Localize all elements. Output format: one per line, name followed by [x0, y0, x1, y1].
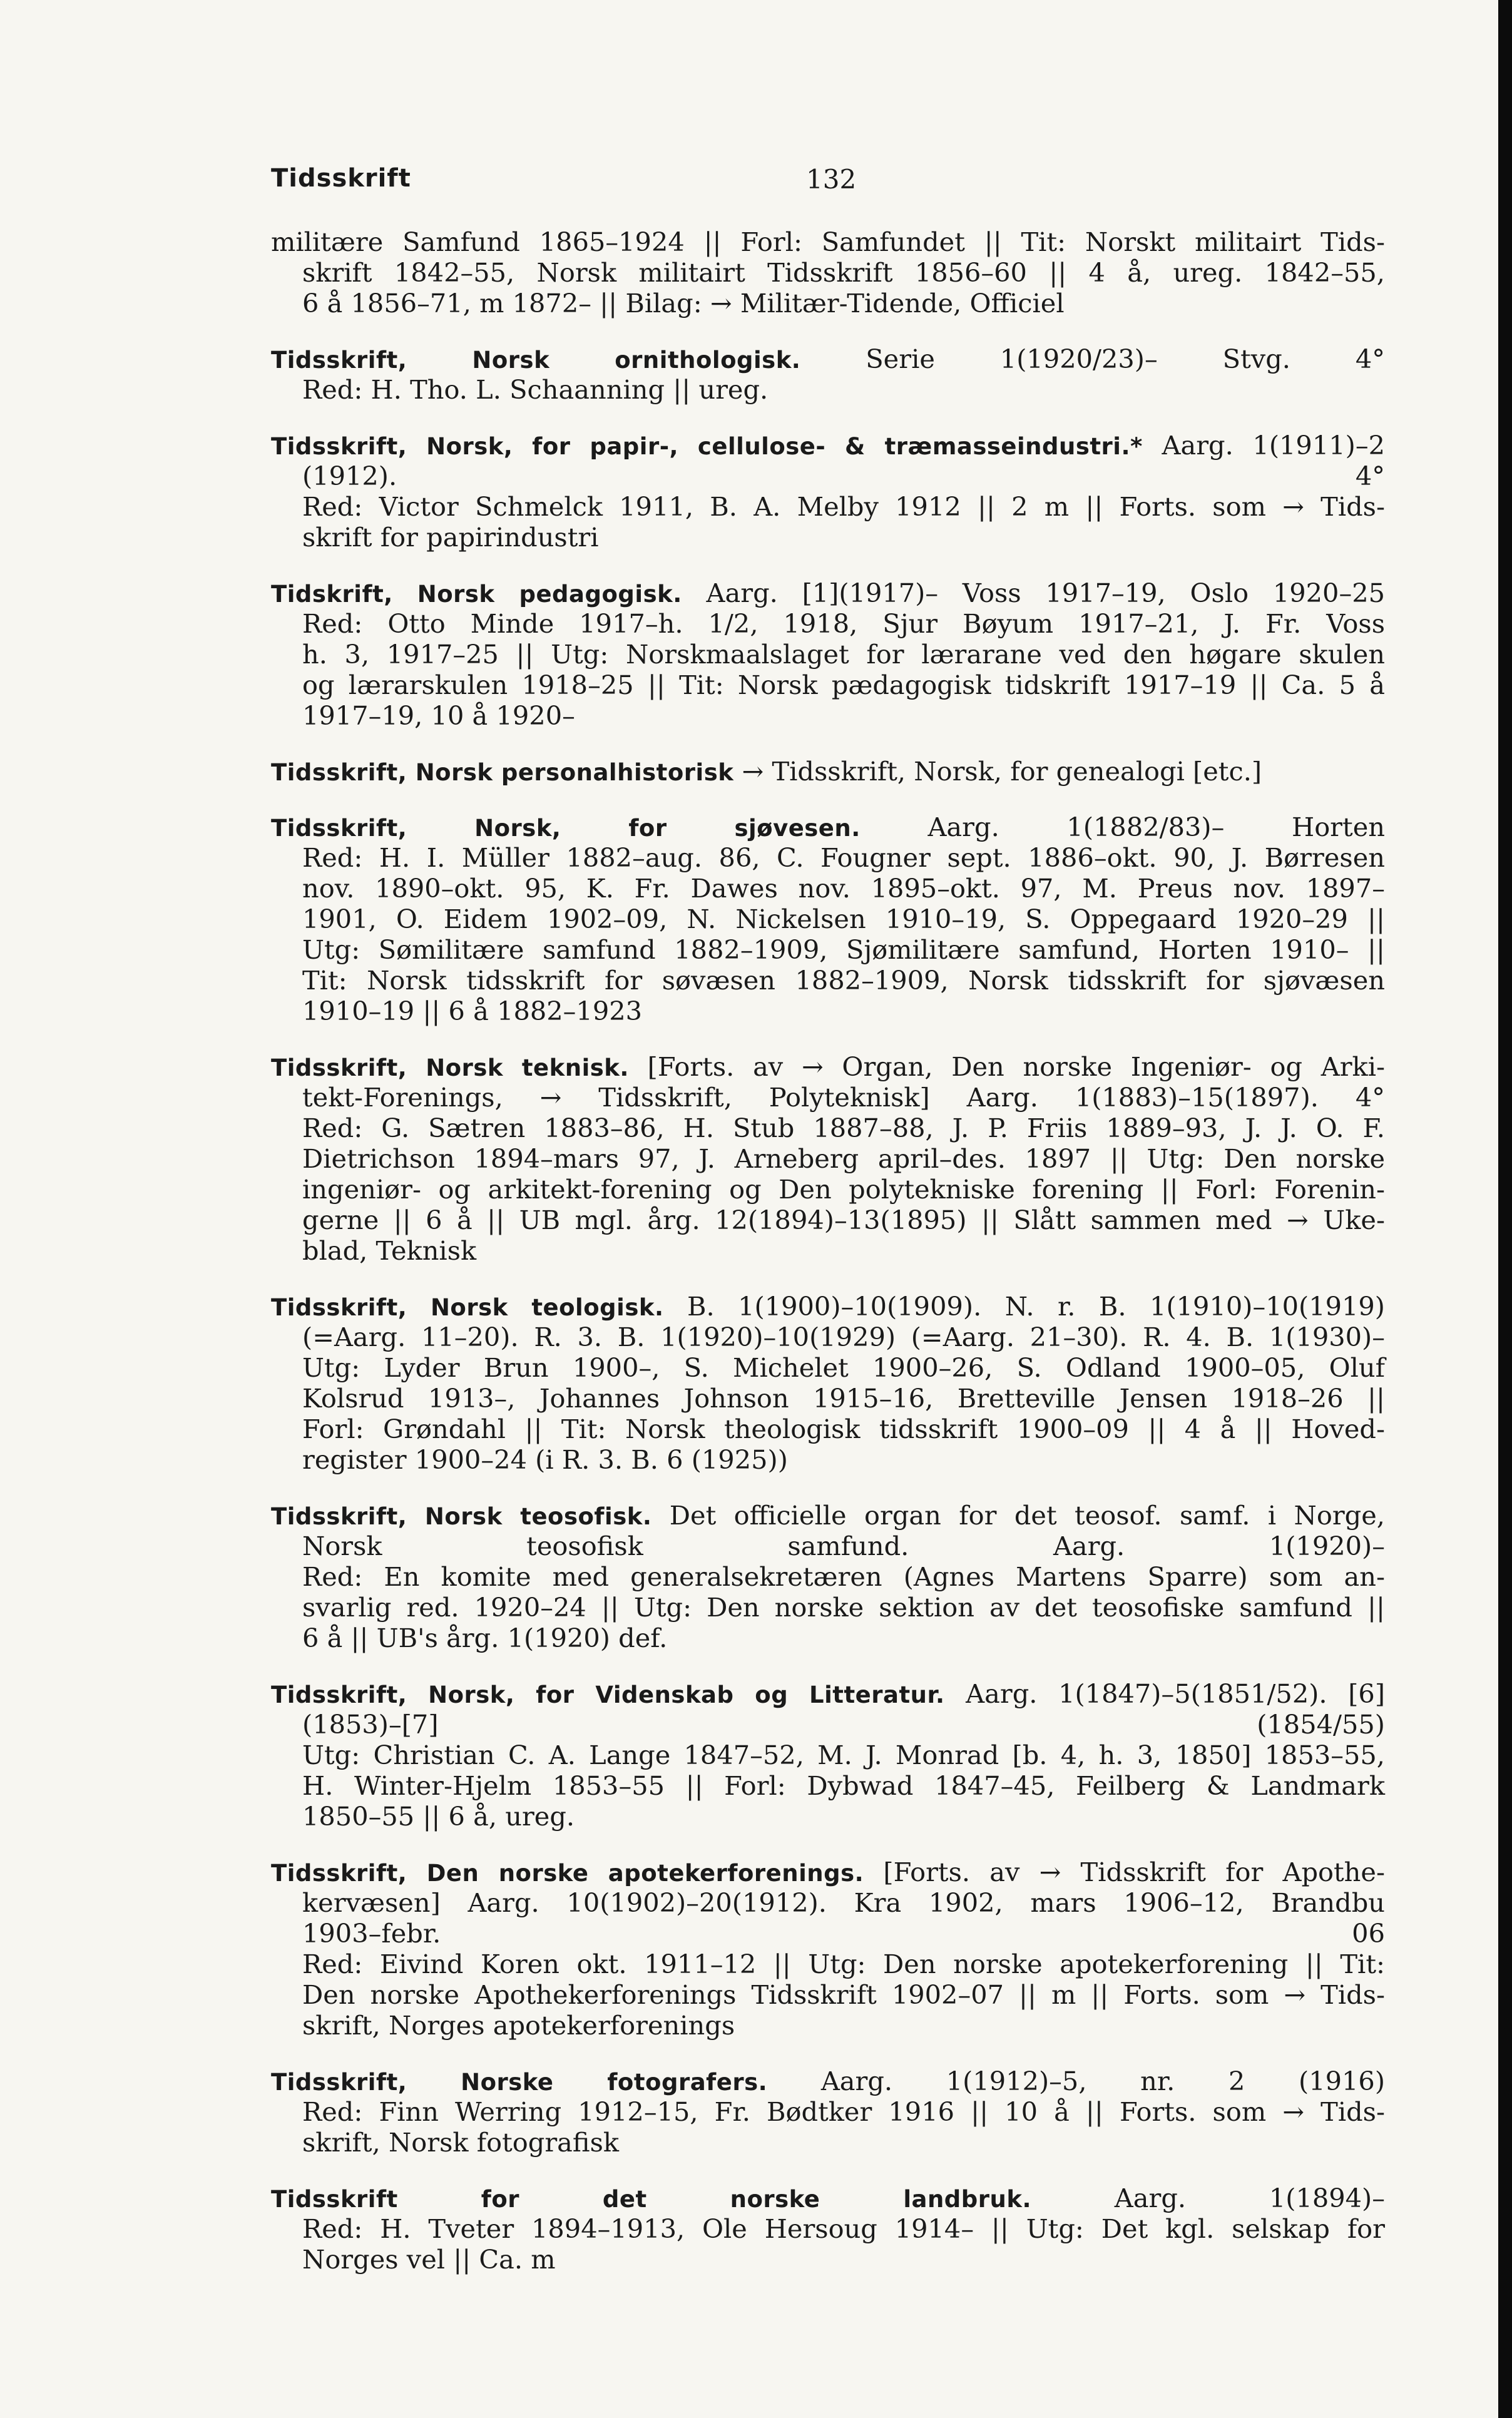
entry-text: 6 å || UB's årg. 1(1920) def. [302, 1623, 668, 1653]
entry-line [271, 1322, 1385, 1352]
entry-line [271, 1444, 1385, 1475]
entry-text: skrift for papirindustri [302, 522, 599, 553]
bibliography-entry [271, 430, 1385, 553]
entry-text: Aarg. 1(1894)– [1031, 2183, 1385, 2213]
entry-text: Forl: Grøndahl || Tit: Norsk theologisk tidsskrift 1900–09 || 4 å || Hoved- [302, 1414, 1385, 1444]
entry-line [271, 1143, 1385, 1174]
entry-line [271, 1887, 1385, 1918]
entry-text: og lærarskulen 1918–25 || Tit: Norsk pædagogisk tidskrift 1917–19 || Ca. 5 å [302, 670, 1385, 700]
entry-line [271, 1709, 1385, 1740]
entry-line [271, 1291, 1385, 1322]
entry-line [271, 812, 1385, 842]
entry-line [271, 1383, 1385, 1414]
entry-text: → Tidsskrift, Norsk, for genealogi [etc.] [733, 756, 1262, 787]
entry-text: [Forts. av → Organ, Den norske Ingeniør- og Arki- [628, 1051, 1385, 1082]
entry-line [271, 1857, 1385, 1887]
entry-line [271, 578, 1385, 608]
entry-line [271, 1235, 1385, 1266]
entry-heading: Tidsskrift, Norsk ornithologisk. [271, 347, 801, 374]
bibliography-entry [271, 2066, 1385, 2158]
entry-text: [Forts. av → Tidsskrift for Apothe- [864, 1857, 1385, 1887]
entry-line [271, 257, 1385, 288]
entry-text: ingeniør- og arkitekt-forening og Den polytekniske forening || Forl: Forenin- [302, 1174, 1385, 1205]
entry-text: H. Winter-Hjelm 1853–55 || Forl: Dybwad 1847–45, Feilberg & Landmark [302, 1770, 1385, 1801]
entry-line [271, 430, 1385, 461]
entry-text: B. 1(1900)–10(1909). N. r. B. 1(1910)–10(1919) [663, 1291, 1385, 1322]
entry-line [271, 756, 1385, 787]
entry-line [271, 491, 1385, 522]
entry-text: Tit: Norsk tidsskrift for søvæsen 1882–1909, Norsk tidsskrift for sjøvæsen [302, 965, 1385, 996]
entry-text: Utg: Lyder Brun 1900–, S. Michelet 1900–26, S. Odland 1900–05, Oluf [302, 1352, 1385, 1383]
entry-line [271, 700, 1385, 731]
entry-line [271, 2183, 1385, 2213]
bibliography-entry [271, 1500, 1385, 1653]
bibliography-entry [271, 2183, 1385, 2275]
running-head: Tidsskrift [271, 164, 411, 193]
entry-line [271, 288, 1385, 319]
page-header [271, 164, 1385, 208]
entry-line [271, 1561, 1385, 1592]
entry-text: Den norske Apothekerforenings Tidsskrift 1902–07 || m || Forts. som → Tids- [302, 1979, 1385, 2010]
entry-line [271, 2096, 1385, 2127]
entry-text: militære Samfund 1865–1924 || Forl: Samfundet || Tit: Norskt militairt Tids- [271, 227, 1385, 257]
entry-text: gerne || 6 å || UB mgl. årg. 12(1894)–13(1895) || Slått sammen med → Uke- [302, 1205, 1385, 1235]
bibliography-entry [271, 1678, 1385, 1832]
bibliography-entry [271, 1857, 1385, 2041]
entry-text: blad, Teknisk [302, 1235, 477, 1266]
entry-text: skrift, Norsk fotografisk [302, 2127, 620, 2158]
entry-text: Norsk teosofisk samfund. Aarg. 1(1920)– [302, 1531, 1385, 1561]
entry-line [271, 1352, 1385, 1383]
entry-heading: Tidsskrift for det norske landbruk. [271, 2186, 1032, 2213]
entry-text: tekt-Forenings, → Tidsskrift, Polyteknisk] Aarg. 1(1883)–15(1897). 4° [302, 1082, 1385, 1113]
entry-line [271, 1801, 1385, 1832]
entry-line [271, 842, 1385, 873]
entry-line [271, 227, 1385, 257]
bibliography-entry [271, 344, 1385, 405]
entry-line [271, 1531, 1385, 1561]
entry-text: h. 3, 1917–25 || Utg: Norskmaalslaget for lærarane ved den høgare skulen [302, 639, 1385, 670]
entry-line [271, 996, 1385, 1026]
entry-line [271, 1592, 1385, 1623]
bibliography-entry [271, 812, 1385, 1026]
entry-text: nov. 1890–okt. 95, K. Fr. Dawes nov. 1895–okt. 97, M. Preus nov. 1897– [302, 873, 1385, 904]
entry-text: (1912). 4° [302, 461, 1385, 491]
entry-line [271, 1414, 1385, 1444]
entry-line [271, 1918, 1385, 1949]
entry-text: Red: Eivind Koren okt. 1911–12 || Utg: Den norske apotekerforening || Tit: [302, 1949, 1385, 1979]
entry-line [271, 2244, 1385, 2275]
entry-text: register 1900–24 (i R. 3. B. 6 (1925)) [302, 1444, 788, 1475]
entry-text: (1853)–[7] (1854/55) [302, 1709, 1385, 1740]
entry-line [271, 1770, 1385, 1801]
entry-text: Serie 1(1920/23)– Stvg. 4° [800, 344, 1385, 374]
entry-line [271, 1113, 1385, 1143]
entry-text: Norges vel || Ca. m [302, 2244, 556, 2275]
bibliography-entry [271, 578, 1385, 731]
entry-heading: Tidsskrift, Norske fotografers. [271, 2069, 768, 2096]
entry-text: Red: Otto Minde 1917–h. 1/2, 1918, Sjur Bøyum 1917–21, J. Fr. Voss [302, 608, 1385, 639]
entry-text: Aarg. 1(1912)–5, nr. 2 (1916) [767, 2066, 1386, 2096]
entry-text: 1901, O. Eidem 1902–09, N. Nickelsen 1910–19, S. Oppegaard 1920–29 || [302, 904, 1385, 934]
entry-text: Aarg. 1(1911)–2 [1142, 430, 1385, 461]
entry-line [271, 965, 1385, 996]
entry-line [271, 904, 1385, 934]
entry-text: Red: H. I. Müller 1882–aug. 86, C. Fougner sept. 1886–okt. 90, J. Børresen [302, 842, 1385, 873]
entry-line [271, 2127, 1385, 2158]
entry-text: Utg: Sømilitære samfund 1882–1909, Sjømilitære samfund, Horten 1910– || [302, 934, 1385, 965]
entry-text: Red: H. Tho. L. Schaanning || ureg. [302, 374, 769, 405]
entry-line [271, 374, 1385, 405]
entry-text: kervæsen] Aarg. 10(1902)–20(1912). Kra 1902, mars 1906–12, Brandbu [302, 1887, 1385, 1918]
entry-text: Red: G. Sætren 1883–86, H. Stub 1887–88, J. P. Friis 1889–93, J. J. O. F. [302, 1113, 1385, 1143]
entry-text: svarlig red. 1920–24 || Utg: Den norske sektion av det teosofiske samfund || [302, 1592, 1385, 1623]
entry-line [271, 1500, 1385, 1531]
entry-heading: Tidsskrift, Norsk teologisk. [271, 1294, 664, 1321]
entry-line [271, 2010, 1385, 2041]
entry-text: skrift, Norges apotekerforenings [302, 2010, 735, 2041]
entry-text: Red: Finn Werring 1912–15, Fr. Bødtker 1916 || 10 å || Forts. som → Tids- [302, 2096, 1385, 2127]
entry-text: 1903–febr. 06 [302, 1918, 1385, 1949]
page-number: 132 [806, 164, 857, 195]
entry-text: 1917–19, 10 å 1920– [302, 700, 575, 731]
entry-line [271, 873, 1385, 904]
entry-list [271, 227, 1385, 2300]
entry-line [271, 1623, 1385, 1653]
entry-line [271, 1949, 1385, 1979]
entry-text: Dietrichson 1894–mars 97, J. Arneberg april–des. 1897 || Utg: Den norske [302, 1143, 1385, 1174]
entry-text: (=Aarg. 11–20). R. 3. B. 1(1920)–10(1929) (=Aarg. 21–30). R. 4. B. 1(1930)– [302, 1322, 1385, 1352]
entry-heading: Tidsskrift, Norsk personalhistorisk [271, 759, 734, 786]
entry-text: 6 å 1856–71, m 1872– || Bilag: → Militær-Tidende, Officiel [302, 288, 1065, 319]
entry-text: Det officielle organ for det teosof. samf. i Norge, [651, 1500, 1385, 1531]
entry-heading: Tidsskrift, Norsk teknisk. [271, 1054, 629, 1081]
entry-text: Red: En komite med generalsekretæren (Agnes Martens Sparre) som an- [302, 1561, 1385, 1592]
bibliography-entry [271, 1051, 1385, 1266]
entry-heading: Tidskrift, Norsk pedagogisk. [271, 581, 682, 608]
entry-line [271, 608, 1385, 639]
entry-line [271, 1740, 1385, 1770]
entry-text: Aarg. 1(1847)–5(1851/52). [6] [944, 1678, 1386, 1709]
entry-line [271, 1678, 1385, 1709]
entry-text: 1850–55 || 6 å, ureg. [302, 1801, 575, 1832]
entry-line [271, 670, 1385, 700]
entry-line [271, 2213, 1385, 2244]
entry-line [271, 2066, 1385, 2096]
entry-text: Aarg. [1](1917)– Voss 1917–19, Oslo 1920–25 [682, 578, 1386, 608]
bibliography-entry [271, 227, 1385, 319]
entry-heading: Tidsskrift, Norsk, for papir-, cellulose- & træmasseindustri.* [271, 433, 1143, 460]
bibliography-entry [271, 756, 1385, 787]
entry-heading: Tidsskrift, Norsk, for Videnskab og Litteratur. [271, 1681, 945, 1708]
entry-text: 1910–19 || 6 å 1882–1923 [302, 996, 643, 1026]
entry-line [271, 461, 1385, 491]
entry-text: skrift 1842–55, Norsk militairt Tidsskrift 1856–60 || 4 å, ureg. 1842–55, [302, 257, 1385, 288]
entry-line [271, 522, 1385, 553]
entry-line [271, 934, 1385, 965]
bibliography-entry [271, 1291, 1385, 1475]
entry-text: Red: Victor Schmelck 1911, B. A. Melby 1912 || 2 m || Forts. som → Tids- [302, 491, 1385, 522]
entry-text: Aarg. 1(1882/83)– Horten [860, 812, 1385, 842]
entry-line [271, 1174, 1385, 1205]
entry-heading: Tidsskrift, Norsk, for sjøvesen. [271, 815, 861, 842]
entry-line [271, 1979, 1385, 2010]
entry-text: Kolsrud 1913–, Johannes Johnson 1915–16, Bretteville Jensen 1918–26 || [302, 1383, 1385, 1414]
entry-line [271, 1082, 1385, 1113]
entry-heading: Tidsskrift, Norsk teosofisk. [271, 1503, 652, 1530]
entry-line [271, 344, 1385, 374]
entry-line [271, 639, 1385, 670]
entry-text: Utg: Christian C. A. Lange 1847–52, M. J. Monrad [b. 4, h. 3, 1850] 1853–55, [302, 1740, 1385, 1770]
entry-text: Red: H. Tveter 1894–1913, Ole Hersoug 1914– || Utg: Det kgl. selskap for [302, 2213, 1385, 2244]
entry-heading: Tidsskrift, Den norske apotekerforenings. [271, 1860, 864, 1887]
entry-line [271, 1051, 1385, 1082]
entry-line [271, 1205, 1385, 1235]
page-edge [1498, 0, 1512, 2418]
